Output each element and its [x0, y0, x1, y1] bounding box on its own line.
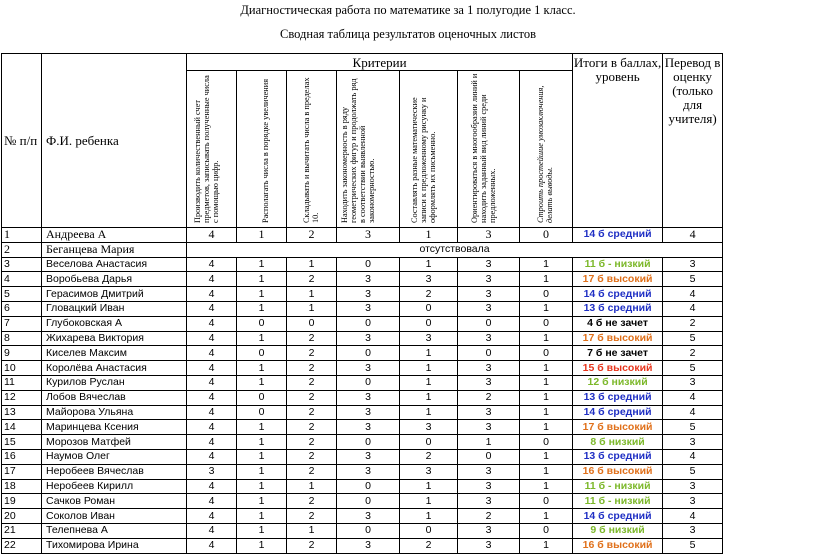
result-level: 14 б средний: [573, 287, 663, 302]
criterion-score: 4: [187, 346, 237, 361]
criterion-score: 2: [400, 449, 458, 464]
criterion-score: 3: [458, 479, 520, 494]
criterion-score: 4: [187, 361, 237, 376]
criterion-score: 3: [337, 449, 400, 464]
table-row: [2, 331, 723, 346]
criterion-score: 1: [400, 390, 458, 405]
row-number: 8: [2, 331, 42, 346]
table-row: [2, 375, 723, 390]
row-number: 5: [2, 287, 42, 302]
result-level: 17 б высокий: [573, 272, 663, 287]
criterion-score: 2: [287, 435, 337, 450]
row-number: 12: [2, 390, 42, 405]
row-number: 18: [2, 479, 42, 494]
student-name: Веселова Анастасия: [42, 257, 187, 272]
criterion-score: 0: [520, 494, 573, 509]
criterion-score: 3: [337, 331, 400, 346]
row-number: 14: [2, 420, 42, 435]
student-name: Герасимов Дмитрий: [42, 287, 187, 302]
student-name: Жихарева Виктория: [42, 331, 187, 346]
criterion-score: 0: [237, 390, 287, 405]
criterion-score: 1: [237, 509, 287, 524]
criterion-score: 0: [458, 346, 520, 361]
grade: 5: [663, 272, 723, 287]
criterion-text: Располагать числа в порядке увеличения: [260, 78, 270, 223]
criterion-score: 1: [237, 331, 287, 346]
row-number: 13: [2, 405, 42, 420]
criterion-score: 1: [237, 494, 287, 509]
result-level: 16 б высокий: [573, 538, 663, 553]
criterion-score: 1: [237, 523, 287, 538]
criterion-score: 3: [337, 538, 400, 553]
criterion-score: 4: [187, 479, 237, 494]
grade: 3: [663, 435, 723, 450]
result-level: 11 б - низкий: [573, 494, 663, 509]
result-level: 9 б низкий: [573, 523, 663, 538]
criterion-score: 1: [520, 538, 573, 553]
result-level: 17 б высокий: [573, 331, 663, 346]
result-level: 16 б высокий: [573, 464, 663, 479]
criterion-score: 2: [287, 228, 337, 243]
criterion-score: 1: [520, 390, 573, 405]
student-name: Неробеев Вячеслав: [42, 464, 187, 479]
grade: 5: [663, 464, 723, 479]
student-name: Королёва Анастасия: [42, 361, 187, 376]
header-criteria: Критерии: [187, 54, 573, 71]
criterion-score: 0: [520, 228, 573, 243]
student-name: Маринцева Ксения: [42, 420, 187, 435]
criterion-score: 3: [458, 361, 520, 376]
criterion-score: 4: [187, 272, 237, 287]
student-name: Гловацкий Иван: [42, 301, 187, 316]
criterion-score: 1: [520, 464, 573, 479]
grade: 4: [663, 301, 723, 316]
result-level: 15 б высокий: [573, 361, 663, 376]
criterion-score: 3: [187, 464, 237, 479]
row-number: 10: [2, 361, 42, 376]
criterion-score: 1: [458, 435, 520, 450]
criterion-score: 1: [400, 346, 458, 361]
result-level: 13 б средний: [573, 301, 663, 316]
criterion-score: 1: [520, 509, 573, 524]
criterion-score: 2: [287, 420, 337, 435]
student-name: Киселев Максим: [42, 346, 187, 361]
criterion-score: 3: [337, 464, 400, 479]
criterion-score: 1: [237, 538, 287, 553]
criterion-score: 0: [400, 523, 458, 538]
student-name: Майорова Ульяна: [42, 405, 187, 420]
criterion-score: 4: [187, 316, 237, 331]
grade: 3: [663, 523, 723, 538]
criterion-score: 2: [287, 331, 337, 346]
grade: 4: [663, 228, 723, 243]
table-row: [2, 420, 723, 435]
table-row: [2, 449, 723, 464]
criterion-score: 1: [400, 479, 458, 494]
student-name: Телепнева А: [42, 523, 187, 538]
row-number: 15: [2, 435, 42, 450]
student-name: Лобов Вячеслав: [42, 390, 187, 405]
student-name: Сачков Роман: [42, 494, 187, 509]
criterion-score: 0: [520, 287, 573, 302]
grade: 3: [663, 494, 723, 509]
header-num: № п/п: [2, 54, 42, 228]
criterion-score: 0: [237, 316, 287, 331]
results-table: [1, 53, 723, 554]
row-number: 9: [2, 346, 42, 361]
grade: 5: [663, 420, 723, 435]
table-row: [2, 390, 723, 405]
criterion-score: 2: [287, 375, 337, 390]
table-row: [2, 435, 723, 450]
table-row: [2, 287, 723, 302]
grade: 3: [663, 257, 723, 272]
criterion-score: 3: [458, 375, 520, 390]
row-number: 20: [2, 509, 42, 524]
criterion-score: 2: [287, 494, 337, 509]
result-level: 11 б - низкий: [573, 479, 663, 494]
criterion-score: 0: [237, 346, 287, 361]
criterion-score: 1: [287, 287, 337, 302]
criterion-score: 0: [337, 494, 400, 509]
grade: 5: [663, 331, 723, 346]
criterion-text: Производить количественный счет предметов, записывать полученные числа с помощью цифр.: [192, 75, 220, 223]
criterion-score: 3: [337, 361, 400, 376]
criterion-4: [337, 71, 400, 228]
criterion-score: 3: [458, 494, 520, 509]
criterion-score: 0: [400, 316, 458, 331]
result-level: 13 б средний: [573, 390, 663, 405]
criterion-score: 1: [237, 287, 287, 302]
criterion-text: Составлять разные математические записи к предложенному рисунку и оформлять их письменно.: [409, 97, 437, 223]
criterion-score: 4: [187, 390, 237, 405]
result-level: 14 б средний: [573, 509, 663, 524]
criterion-score: 1: [520, 479, 573, 494]
row-number: 1: [2, 228, 42, 243]
table-row: [2, 346, 723, 361]
student-name: Морозов Матфей: [42, 435, 187, 450]
criterion-score: 1: [400, 509, 458, 524]
criterion-score: 1: [237, 272, 287, 287]
document-title: Диагностическая работа по математике за 1 полугодие 1 класс.: [240, 3, 576, 17]
criterion-score: 3: [458, 301, 520, 316]
table-row: [2, 228, 723, 243]
criterion-text: Ориентироваться в многообразии линий и находить заданный вид линий среди предложенных.: [469, 73, 497, 223]
criterion-score: 2: [400, 287, 458, 302]
criterion-score: 1: [237, 257, 287, 272]
criterion-score: 1: [520, 420, 573, 435]
criterion-score: 2: [287, 464, 337, 479]
criterion-score: 4: [187, 375, 237, 390]
row-number: 22: [2, 538, 42, 553]
criterion-score: 2: [458, 509, 520, 524]
table-row: [2, 479, 723, 494]
criterion-score: 1: [237, 420, 287, 435]
criterion-score: 0: [400, 301, 458, 316]
table-row: [2, 257, 723, 272]
criterion-7: [520, 71, 573, 228]
student-name: Глубоковская А: [42, 316, 187, 331]
grade: 4: [663, 509, 723, 524]
criterion-score: 0: [458, 316, 520, 331]
criterion-score: 1: [520, 375, 573, 390]
criterion-score: 4: [187, 287, 237, 302]
criterion-score: 3: [400, 272, 458, 287]
row-number: 4: [2, 272, 42, 287]
criterion-score: 4: [187, 449, 237, 464]
grade: 2: [663, 346, 723, 361]
criterion-score: 1: [520, 449, 573, 464]
criterion-score: 3: [337, 390, 400, 405]
criterion-score: 1: [520, 331, 573, 346]
criterion-score: 1: [287, 257, 337, 272]
result-level: 7 б не зачет: [573, 346, 663, 361]
criterion-score: 2: [287, 390, 337, 405]
criterion-score: 1: [400, 257, 458, 272]
criterion-score: 1: [400, 375, 458, 390]
criterion-score: 0: [337, 435, 400, 450]
criterion-text: Строить простейшие умозаключения, делать выводы.: [536, 85, 555, 223]
criterion-score: 3: [458, 331, 520, 346]
criterion-score: 3: [337, 228, 400, 243]
absent-note: отсутствовала: [187, 242, 723, 257]
table-row: [2, 316, 723, 331]
criterion-score: 4: [187, 435, 237, 450]
criterion-score: 2: [287, 538, 337, 553]
row-number: 3: [2, 257, 42, 272]
table-row: [2, 405, 723, 420]
criterion-score: 2: [400, 538, 458, 553]
criterion-score: 3: [400, 464, 458, 479]
table-row: [2, 361, 723, 376]
criterion-score: 4: [187, 257, 237, 272]
criterion-score: 2: [287, 272, 337, 287]
criterion-score: 0: [337, 316, 400, 331]
row-number: 6: [2, 301, 42, 316]
student-name: Андреева А: [42, 228, 187, 243]
criterion-score: 3: [400, 420, 458, 435]
student-name: Беганцева Мария: [42, 242, 187, 257]
criterion-score: 4: [187, 228, 237, 243]
criterion-text: Складывать и вычитать числа в пределах 10.: [301, 77, 320, 223]
criterion-score: 1: [287, 523, 337, 538]
result-level: 17 б высокий: [573, 420, 663, 435]
row-number: 11: [2, 375, 42, 390]
criterion-score: 0: [458, 449, 520, 464]
criterion-score: 2: [287, 509, 337, 524]
criterion-score: 1: [237, 361, 287, 376]
criterion-score: 3: [458, 228, 520, 243]
criterion-score: 1: [520, 272, 573, 287]
criterion-score: 2: [287, 346, 337, 361]
result-level: 4 б не зачет: [573, 316, 663, 331]
table-row: [2, 464, 723, 479]
grade: 4: [663, 405, 723, 420]
criterion-score: 3: [337, 272, 400, 287]
criterion-score: 0: [337, 375, 400, 390]
criterion-score: 4: [187, 331, 237, 346]
criterion-score: 4: [187, 538, 237, 553]
criterion-score: 1: [400, 361, 458, 376]
grade: 4: [663, 287, 723, 302]
criterion-score: 3: [458, 523, 520, 538]
criterion-score: 1: [520, 301, 573, 316]
criterion-score: 3: [458, 272, 520, 287]
criterion-score: 4: [187, 494, 237, 509]
criterion-score: 1: [287, 301, 337, 316]
criterion-3: [287, 71, 337, 228]
criterion-5: [400, 71, 458, 228]
criterion-score: 0: [400, 435, 458, 450]
table-row: [2, 272, 723, 287]
grade: 2: [663, 316, 723, 331]
criterion-text: Находить закономерность в ряду геометрических фигур и продолжать ряд в соответствии выявленной закономерностью.: [340, 78, 376, 223]
grade: 3: [663, 375, 723, 390]
table-row: [2, 538, 723, 553]
result-level: 14 б средний: [573, 228, 663, 243]
student-name: Соколов Иван: [42, 509, 187, 524]
result-level: 14 б средний: [573, 405, 663, 420]
student-name: Курилов Руслан: [42, 375, 187, 390]
criterion-score: 1: [237, 464, 287, 479]
criterion-score: 2: [287, 449, 337, 464]
criterion-score: 0: [520, 316, 573, 331]
criterion-score: 1: [237, 228, 287, 243]
student-name: Наумов Олег: [42, 449, 187, 464]
criterion-6: [458, 71, 520, 228]
grade: 3: [663, 479, 723, 494]
criterion-score: 2: [287, 361, 337, 376]
criterion-score: 1: [400, 494, 458, 509]
result-level: 13 б средний: [573, 449, 663, 464]
row-number: 21: [2, 523, 42, 538]
criterion-score: 0: [337, 523, 400, 538]
criterion-score: 4: [187, 509, 237, 524]
row-number: 16: [2, 449, 42, 464]
result-level: 11 б - низкий: [573, 257, 663, 272]
criterion-score: 3: [458, 464, 520, 479]
criterion-score: 3: [458, 287, 520, 302]
table-row: [2, 523, 723, 538]
student-name: Тихомирова Ирина: [42, 538, 187, 553]
table-row: [2, 509, 723, 524]
criterion-score: 1: [400, 405, 458, 420]
criterion-score: 3: [337, 509, 400, 524]
result-level: 12 б низкий: [573, 375, 663, 390]
criterion-score: 0: [237, 405, 287, 420]
header-name: Ф.И. ребенка: [42, 54, 187, 228]
criterion-score: 0: [520, 435, 573, 450]
grade: 4: [663, 390, 723, 405]
row-number: 2: [2, 242, 42, 257]
grade: 5: [663, 361, 723, 376]
criterion-score: 0: [520, 346, 573, 361]
criterion-score: 1: [287, 479, 337, 494]
criterion-score: 1: [400, 228, 458, 243]
criterion-score: 3: [337, 405, 400, 420]
criterion-score: 3: [400, 331, 458, 346]
criterion-score: 4: [187, 523, 237, 538]
table-row: [2, 242, 723, 257]
criterion-score: 0: [337, 257, 400, 272]
student-name: Воробьева Дарья: [42, 272, 187, 287]
criterion-score: 0: [520, 523, 573, 538]
criterion-score: 1: [237, 375, 287, 390]
criterion-score: 0: [287, 316, 337, 331]
criterion-score: 1: [237, 435, 287, 450]
criterion-1: [187, 71, 237, 228]
criterion-score: 3: [458, 257, 520, 272]
criterion-score: 1: [237, 479, 287, 494]
criterion-score: 4: [187, 405, 237, 420]
criterion-score: 4: [187, 301, 237, 316]
row-number: 7: [2, 316, 42, 331]
criterion-score: 3: [337, 420, 400, 435]
result-level: 8 б низкий: [573, 435, 663, 450]
criterion-score: 1: [520, 361, 573, 376]
criterion-score: 1: [520, 257, 573, 272]
criterion-score: 3: [337, 287, 400, 302]
row-number: 19: [2, 494, 42, 509]
criterion-score: 0: [337, 346, 400, 361]
criterion-score: 3: [458, 420, 520, 435]
student-name: Неробеев Кирилл: [42, 479, 187, 494]
criterion-score: 3: [458, 538, 520, 553]
grade: 5: [663, 538, 723, 553]
criterion-score: 2: [458, 390, 520, 405]
table-caption: Сводная таблица результатов оценочных листов: [280, 27, 536, 41]
table-row: [2, 494, 723, 509]
header-totals: Итоги в баллах, уровень: [573, 54, 663, 228]
criterion-2: [237, 71, 287, 228]
criterion-score: 3: [337, 301, 400, 316]
criterion-score: 1: [237, 449, 287, 464]
criterion-score: 4: [187, 420, 237, 435]
criterion-score: 3: [458, 405, 520, 420]
criterion-score: 0: [337, 479, 400, 494]
criterion-score: 1: [237, 301, 287, 316]
grade: 4: [663, 449, 723, 464]
criterion-score: 2: [287, 405, 337, 420]
header-grade: Перевод в оценку (только для учителя): [663, 54, 723, 228]
criterion-score: 1: [520, 405, 573, 420]
row-number: 17: [2, 464, 42, 479]
table-row: [2, 301, 723, 316]
